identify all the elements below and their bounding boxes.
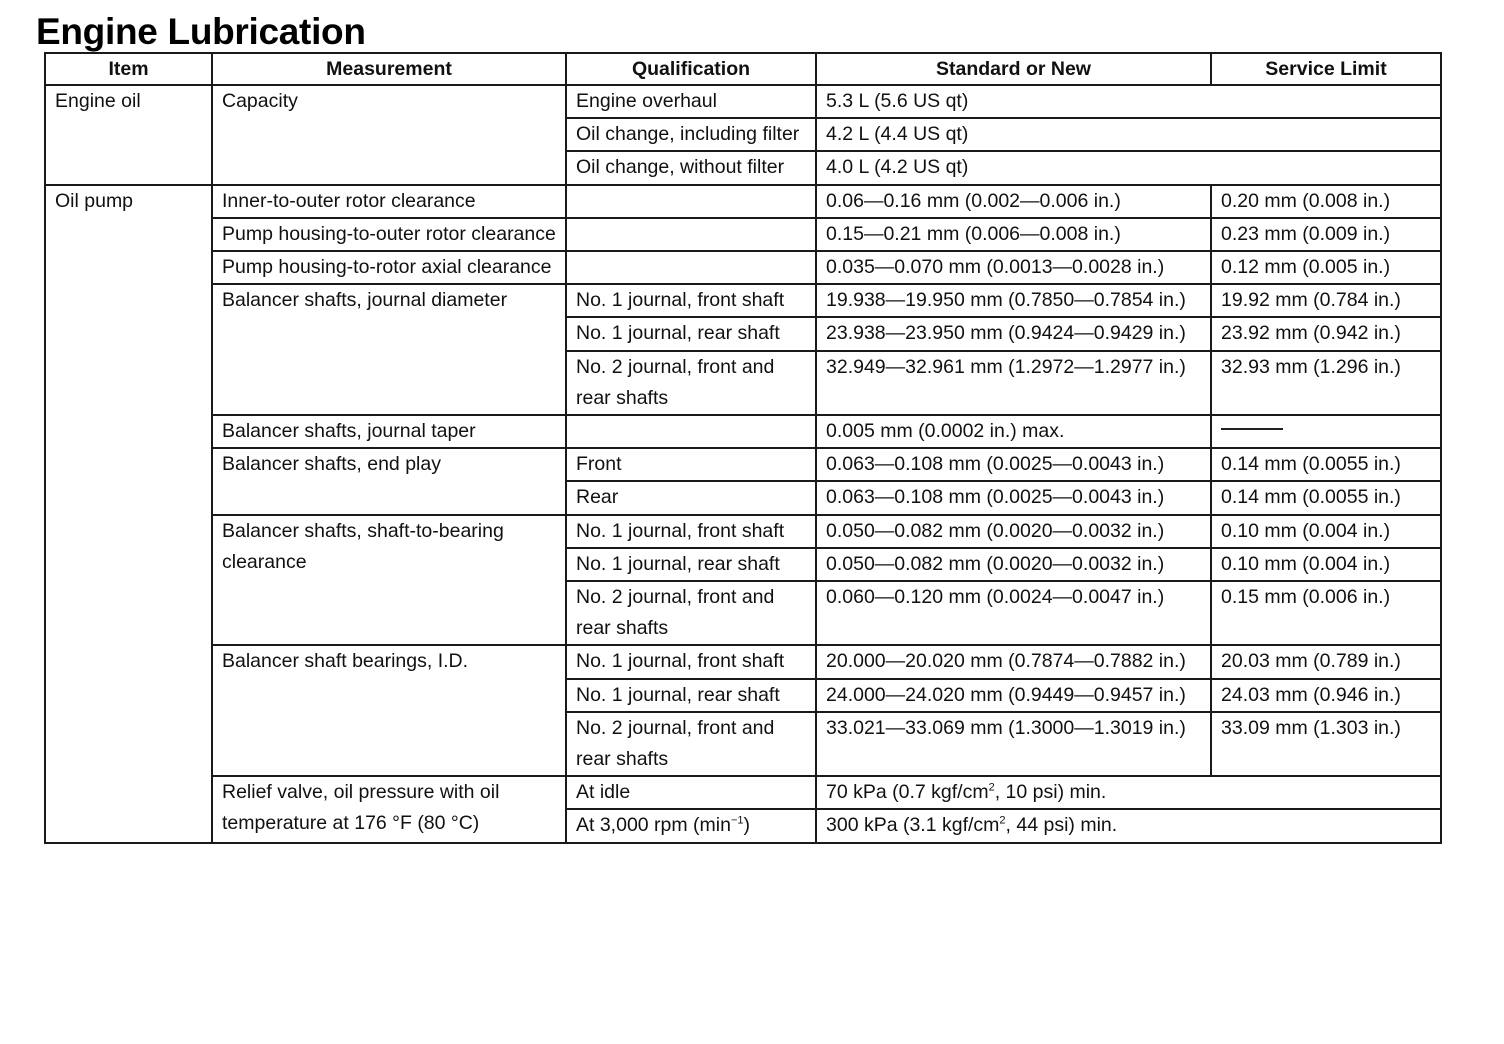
item-cell: Oil pump	[45, 185, 212, 843]
qualification-text: At 3,000 rpm (min	[576, 814, 731, 837]
col-header-measurement: Measurement	[212, 53, 566, 85]
qualification-cell: No. 1 journal, front shaft	[566, 515, 816, 548]
measurement-cell: Inner-to-outer rotor clearance	[212, 185, 566, 218]
measurement-cell: Capacity	[212, 85, 566, 185]
qualification-cell: Front	[566, 448, 816, 481]
measurement-cell: Balancer shafts, journal diameter	[212, 284, 566, 415]
header-row	[45, 53, 1441, 85]
measurement-cell: Relief valve, oil pressure with oil temperature at 176 °F (80 °C)	[212, 776, 566, 842]
qualification-cell	[566, 415, 816, 448]
measurement-cell: Pump housing-to-rotor axial clearance	[212, 251, 566, 284]
table-row	[45, 284, 1441, 317]
standard-cell: 20.000—20.020 mm (0.7874—0.7882 in.)	[816, 645, 1211, 678]
service-limit-cell: 24.03 mm (0.946 in.)	[1211, 679, 1441, 712]
service-limit-cell: 0.10 mm (0.004 in.)	[1211, 548, 1441, 581]
qualification-cell: No. 1 journal, rear shaft	[566, 317, 816, 350]
measurement-cell: Pump housing-to-outer rotor clearance	[212, 218, 566, 251]
standard-cell: 0.050—0.082 mm (0.0020—0.0032 in.)	[816, 515, 1211, 548]
standard-cell: 5.3 L (5.6 US qt)	[816, 85, 1441, 118]
qualification-cell: Engine overhaul	[566, 85, 816, 118]
superscript: 2	[988, 781, 995, 794]
qualification-cell	[566, 251, 816, 284]
qualification-cell: Oil change, without filter	[566, 151, 816, 184]
service-limit-cell: 19.92 mm (0.784 in.)	[1211, 284, 1441, 317]
standard-cell: 19.938—19.950 mm (0.7850—0.7854 in.)	[816, 284, 1211, 317]
qualification-cell	[566, 185, 816, 218]
measurement-cell: Balancer shaft bearings, I.D.	[212, 645, 566, 776]
standard-cell: 23.938—23.950 mm (0.9424—0.9429 in.)	[816, 317, 1211, 350]
table-row	[45, 448, 1441, 481]
superscript: 2	[999, 814, 1006, 827]
standard-cell: 0.06—0.16 mm (0.002—0.006 in.)	[816, 185, 1211, 218]
standard-text: 70 kPa (0.7 kgf/cm	[826, 781, 989, 804]
service-limit-cell: 0.15 mm (0.006 in.)	[1211, 581, 1441, 645]
col-header-service-limit: Service Limit	[1211, 53, 1441, 85]
service-limit-cell	[1211, 415, 1441, 448]
qualification-cell: Oil change, including filter	[566, 118, 816, 151]
standard-cell	[816, 776, 1441, 809]
standard-text: , 44 psi) min.	[1005, 814, 1118, 837]
service-limit-cell: 0.12 mm (0.005 in.)	[1211, 251, 1441, 284]
service-limit-cell: 0.10 mm (0.004 in.)	[1211, 515, 1441, 548]
qualification-cell: No. 2 journal, front and rear shafts	[566, 351, 816, 415]
qualification-cell: Rear	[566, 481, 816, 514]
service-limit-cell: 33.09 mm (1.303 in.)	[1211, 712, 1441, 776]
table-row	[45, 218, 1441, 251]
measurement-cell: Balancer shafts, end play	[212, 448, 566, 514]
service-limit-cell: 0.23 mm (0.009 in.)	[1211, 218, 1441, 251]
standard-text: , 10 psi) min.	[994, 781, 1107, 804]
standard-cell: 4.2 L (4.4 US qt)	[816, 118, 1441, 151]
table-row	[45, 515, 1441, 548]
service-limit-cell: 20.03 mm (0.789 in.)	[1211, 645, 1441, 678]
standard-cell: 33.021—33.069 mm (1.3000—1.3019 in.)	[816, 712, 1211, 776]
service-limit-cell: 0.14 mm (0.0055 in.)	[1211, 448, 1441, 481]
standard-cell: 4.0 L (4.2 US qt)	[816, 151, 1441, 184]
table-row	[45, 185, 1441, 218]
qualification-text: )	[743, 814, 751, 837]
standard-cell: 0.15—0.21 mm (0.006—0.008 in.)	[816, 218, 1211, 251]
standard-cell: 32.949—32.961 mm (1.2972—1.2977 in.)	[816, 351, 1211, 415]
service-limit-cell: 0.20 mm (0.008 in.)	[1211, 185, 1441, 218]
qualification-cell: No. 2 journal, front and rear shafts	[566, 581, 816, 645]
measurement-cell: Balancer shafts, shaft-to-bearing clearance	[212, 515, 566, 646]
not-applicable-dash	[1221, 428, 1283, 430]
standard-cell: 0.050—0.082 mm (0.0020—0.0032 in.)	[816, 548, 1211, 581]
page-title: Engine Lubrication	[36, 11, 366, 52]
service-limit-cell: 23.92 mm (0.942 in.)	[1211, 317, 1441, 350]
standard-cell: 0.060—0.120 mm (0.0024—0.0047 in.)	[816, 581, 1211, 645]
standard-text: 300 kPa (3.1 kgf/cm	[826, 814, 1000, 837]
service-limit-cell: 0.14 mm (0.0055 in.)	[1211, 481, 1441, 514]
standard-cell: 0.063—0.108 mm (0.0025—0.0043 in.)	[816, 481, 1211, 514]
col-header-qualification: Qualification	[566, 53, 816, 85]
spec-table	[44, 52, 1442, 844]
qualification-cell: No. 1 journal, front shaft	[566, 645, 816, 678]
standard-cell	[816, 809, 1441, 842]
qualification-cell: No. 1 journal, front shaft	[566, 284, 816, 317]
service-limit-cell: 32.93 mm (1.296 in.)	[1211, 351, 1441, 415]
qualification-cell: No. 1 journal, rear shaft	[566, 679, 816, 712]
standard-cell: 0.005 mm (0.0002 in.) max.	[816, 415, 1211, 448]
qualification-cell	[566, 218, 816, 251]
col-header-item: Item	[45, 53, 212, 85]
qualification-cell: No. 2 journal, front and rear shafts	[566, 712, 816, 776]
superscript: −1	[730, 814, 744, 827]
table-row	[45, 645, 1441, 678]
qualification-cell: At idle	[566, 776, 816, 809]
standard-cell: 0.063—0.108 mm (0.0025—0.0043 in.)	[816, 448, 1211, 481]
table-row	[45, 251, 1441, 284]
qualification-cell: No. 1 journal, rear shaft	[566, 548, 816, 581]
col-header-standard: Standard or New	[816, 53, 1211, 85]
standard-cell: 0.035—0.070 mm (0.0013—0.0028 in.)	[816, 251, 1211, 284]
item-cell: Engine oil	[45, 85, 212, 185]
table-row	[45, 776, 1441, 809]
measurement-cell: Balancer shafts, journal taper	[212, 415, 566, 448]
table-row	[45, 85, 1441, 118]
standard-cell: 24.000—24.020 mm (0.9449—0.9457 in.)	[816, 679, 1211, 712]
qualification-cell	[566, 809, 816, 842]
table-row	[45, 415, 1441, 448]
